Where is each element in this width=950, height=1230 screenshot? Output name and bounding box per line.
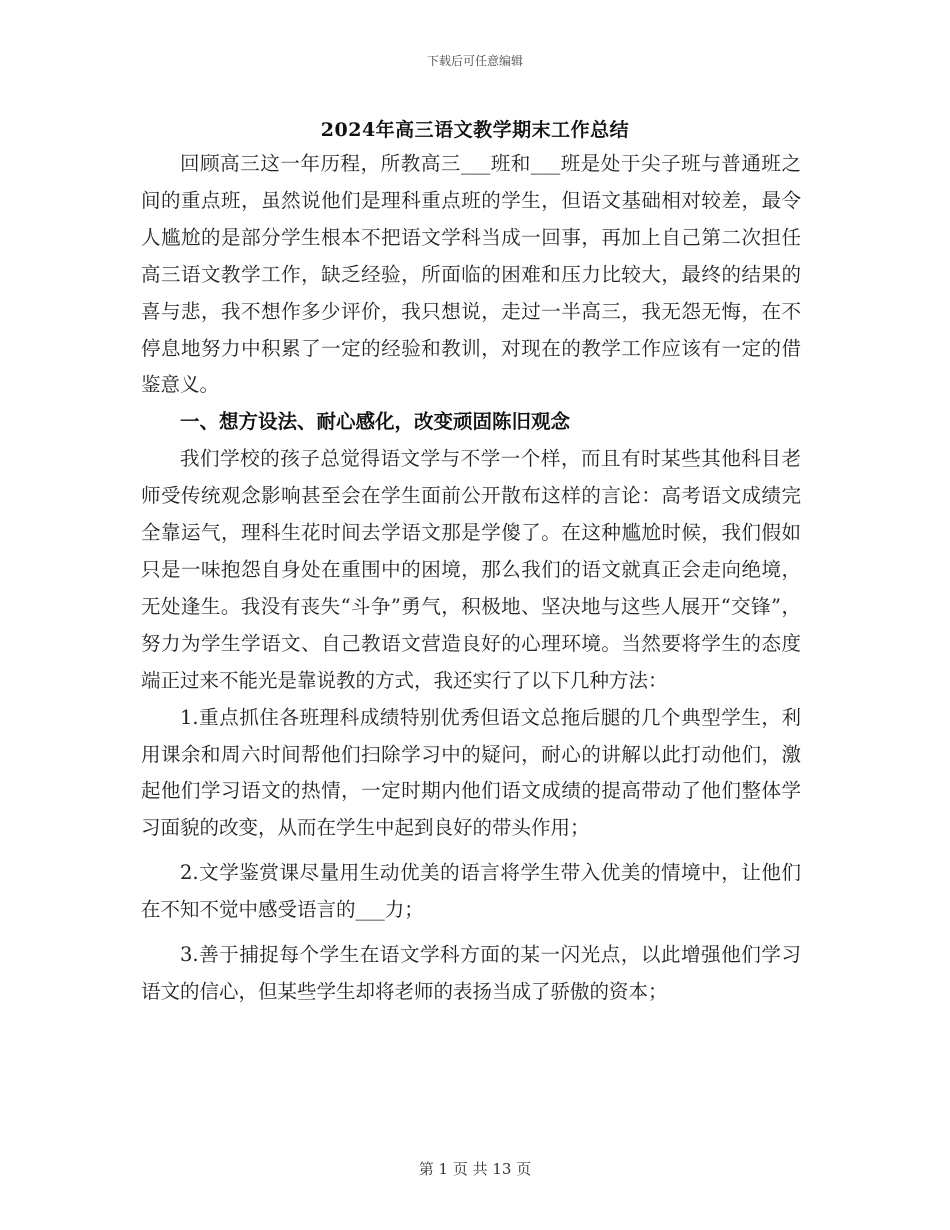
header-note: 下载后可任意编辑 <box>426 54 523 68</box>
method-item-1: 1.重点抓住各班理科成绩特别优秀但语文总拖后腿的几个典型学生，利用课余和周六时间帮他们扫除学习中的疑问，耐心的讲解以此打动他们，激起他们学习语文的热情，一定时期内他们语文成绩的提高带动了他们整体学习面貌的改变，从而在学生中起到良好的带头作用； <box>141 705 801 840</box>
document-body <box>141 146 801 1011</box>
section-1-paragraph: 我们学校的孩子总觉得语文学与不学一个样，而且有时某些其他科目老师受传统观念影响甚至会在学生面前公开散布这样的言论：高考语文成绩完全靠运气，理科生花时间去学语文那是学傻了。在这种尴尬时候，我们假如只是一味抱怨自身处在重围中的困境，那么我们的语文就真正会走向绝境，无处逢生。我没有丧失“斗争”勇气，积极地、坚决地与这些人展开“交锋”，努力为学生学语文、自己教语文营造良好的心理环境。当然要将学生的态度端正过来不能光是靠说教的方式，我还实行了以下几种方法： <box>141 447 801 692</box>
method-item-2: 2.文学鉴赏课尽量用生动优美的语言将学生带入优美的情境中，让他们在不知不觉中感受语言的___力； <box>141 861 801 922</box>
document-title: 2024年高三语文教学期末工作总结 <box>320 119 630 141</box>
page-footer: 第 1 页 共 13 页 <box>418 1160 532 1178</box>
method-item-3: 3.善于捕捉每个学生在语文学科方面的某一闪光点，以此增强他们学习语文的信心，但某些学生却将老师的表扬当成了骄傲的资本； <box>141 943 801 1003</box>
section-heading-1: 一、想方设法、耐心感化，改变顽固陈旧观念 <box>180 410 571 434</box>
intro-paragraph: 回顾高三这一年历程，所教高三___班和___班是处于尖子班与普通班之间的重点班，虽然说他们是理科重点班的学生，但语文基础相对较差，最令人尴尬的是部分学生根本不把语文学科当成一回事，再加上自己第二次担任高三语文教学工作，缺乏经验，所面临的困难和压力比较大，最终的结果的喜与悲，我不想作多少评价，我只想说，走过一半高三，我无怨无悔，在不停息地努力中积累了一定的经验和教训，对现在的教学工作应该有一定的借鉴意义。 <box>141 152 801 397</box>
